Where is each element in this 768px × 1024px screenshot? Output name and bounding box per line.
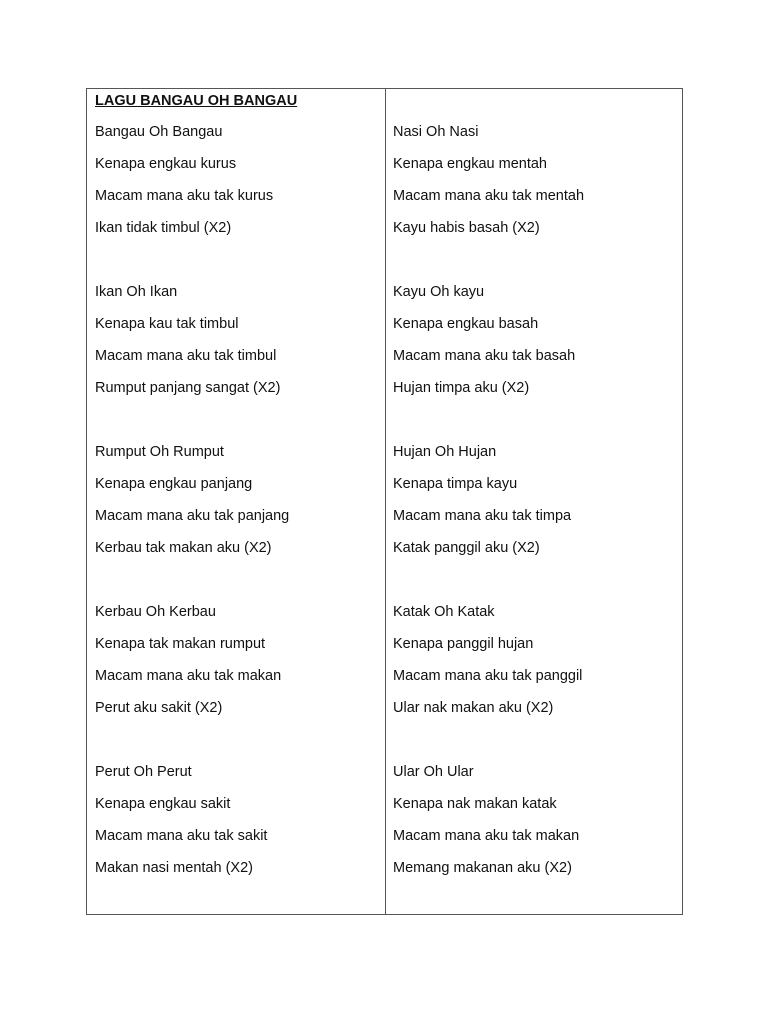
song-title: LAGU BANGAU OH BANGAU: [95, 93, 298, 109]
lyrics-table: [86, 88, 683, 915]
lyric-line: Kayu habis basah (X2): [393, 220, 540, 236]
lyric-line: Ular nak makan aku (X2): [393, 700, 554, 716]
stanza: [95, 276, 289, 436]
lyric-line: Hujan timpa aku (X2): [393, 380, 530, 396]
stanza: [95, 756, 289, 916]
right-stanzas: [393, 116, 584, 916]
lyric-line: Kenapa engkau mentah: [393, 156, 547, 172]
lyric-line: Ikan Oh Ikan: [95, 284, 178, 300]
column-divider: [385, 89, 386, 914]
stanza: [95, 436, 289, 596]
lyric-line: Ikan tidak timbul (X2): [95, 220, 232, 236]
lyric-line: Macam mana aku tak mentah: [393, 188, 585, 204]
lyric-line: Kenapa engkau panjang: [95, 476, 253, 492]
lyric-line: Perut aku sakit (X2): [95, 700, 223, 716]
lyric-line: Macam mana aku tak panggil: [393, 668, 583, 684]
stanza: [95, 596, 289, 756]
lyric-line: Bangau Oh Bangau: [95, 124, 223, 140]
lyric-line: Rumput Oh Rumput: [95, 444, 224, 460]
lyric-line: Macam mana aku tak makan: [95, 668, 282, 684]
lyric-line: Perut Oh Perut: [95, 764, 192, 780]
lyric-line: Macam mana aku tak sakit: [95, 828, 268, 844]
lyric-line: Macam mana aku tak basah: [393, 348, 576, 364]
lyric-line: Katak panggil aku (X2): [393, 540, 540, 556]
lyric-line: Kenapa panggil hujan: [393, 636, 534, 652]
lyric-line: Katak Oh Katak: [393, 604, 495, 620]
lyric-line: Kenapa engkau kurus: [95, 156, 237, 172]
lyric-line: Kerbau Oh Kerbau: [95, 604, 216, 620]
lyric-line: Kenapa kau tak timbul: [95, 316, 239, 332]
lyric-line: Makan nasi mentah (X2): [95, 860, 253, 876]
lyric-line: Kenapa nak makan katak: [393, 796, 557, 812]
stanza: [393, 116, 584, 276]
stanza: [95, 116, 289, 276]
lyric-line: Ular Oh Ular: [393, 764, 474, 780]
lyric-line: Hujan Oh Hujan: [393, 444, 497, 460]
lyric-line: Macam mana aku tak makan: [393, 828, 580, 844]
lyric-line: Kayu Oh kayu: [393, 284, 485, 300]
lyric-line: Macam mana aku tak timpa: [393, 508, 572, 524]
left-stanzas: [95, 116, 289, 916]
lyric-line: Kenapa timpa kayu: [393, 476, 518, 492]
lyric-line: Nasi Oh Nasi: [393, 124, 479, 140]
stanza: [393, 756, 584, 916]
stanza: [393, 436, 584, 596]
stanza: [393, 276, 584, 436]
lyric-line: Macam mana aku tak panjang: [95, 508, 290, 524]
lyric-line: Macam mana aku tak timbul: [95, 348, 277, 364]
lyric-line: Kenapa tak makan rumput: [95, 636, 266, 652]
lyric-line: Kenapa engkau basah: [393, 316, 539, 332]
lyric-line: Memang makanan aku (X2): [393, 860, 572, 876]
lyric-line: Kenapa engkau sakit: [95, 796, 231, 812]
lyric-line: Kerbau tak makan aku (X2): [95, 540, 272, 556]
stanza: [393, 596, 584, 756]
lyric-line: Rumput panjang sangat (X2): [95, 380, 281, 396]
lyric-line: Macam mana aku tak kurus: [95, 188, 274, 204]
